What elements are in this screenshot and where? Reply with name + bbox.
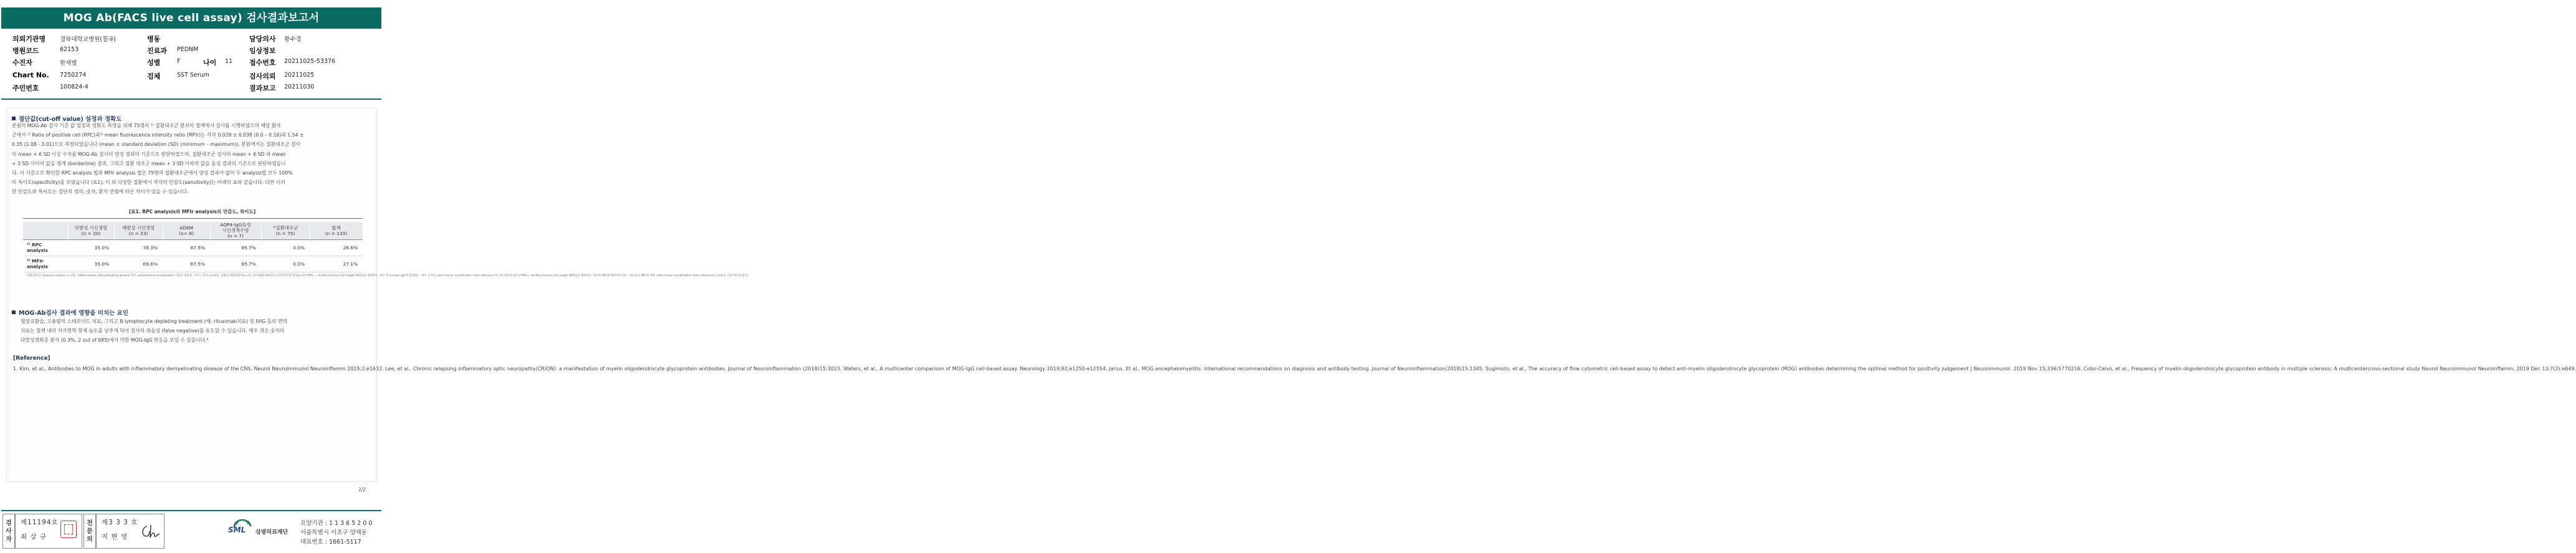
- paragraph-line: 다. 이 기준으로 확인한 RPC analysis 법과 MFIr analysis 법은 75명의 질환대조군에서 양성 결과가 없어 두 analysis법 모두 100%: [12, 170, 293, 176]
- header-line: 합계: [332, 224, 341, 231]
- paragraph-line: 군에서 ²⁾ Ratio of positive cell (RPC)과³⁾ mean fluorescence intensity ratio (MFIr)는 각각 0.028 ± 0.038 (0.0 – 0.16)과 1.54 ±: [12, 132, 304, 138]
- reference-title: [Reference]: [13, 355, 50, 362]
- reference-line: cross-sectional: [2367, 366, 2405, 372]
- paragraph-line: 본원의 MOG-Ab 검사 기준 값 설정과 정확도 측정을 위해 75명의 ¹⁾ 질환대조군 환자의 혈액에서 검사를 시행하였으며 해당 환자: [12, 123, 281, 128]
- reference-line: antibodies determining the optimal method for positivity judgement J Neuroimmunol. 2019 Nov 15;336:577021: [1796, 366, 2077, 372]
- report-body: [6, 108, 2576, 493]
- reference-line: 1. Kim, et al., Antibodies to MOG in adults with inflammatory demyelinating disease of the CNS. Neurol Neuroimmunol: [13, 366, 309, 372]
- org-line-1: 요양기관 : 1 1 3 6 5 2 0 0: [300, 520, 373, 527]
- specimen-label: 검체: [147, 72, 161, 80]
- doctor-label: 담당의사: [249, 35, 276, 43]
- table-cell: 78.3%: [114, 239, 163, 256]
- dept-value: PEDNM: [177, 46, 199, 53]
- table-row: [23, 256, 363, 272]
- table-top-rule: [23, 218, 363, 219]
- table-cell: 28.6%: [310, 239, 363, 256]
- inspector-label: 검 사 자: [2, 514, 15, 549]
- header-line: ¹⁾질환대조군: [272, 224, 298, 231]
- reference-line: Neuroinflamm 2015;2:e163: [308, 366, 379, 372]
- specimen-value: SST Serum: [177, 72, 209, 79]
- paragraph-line: 치료는 혈액 내의 자가면역 항체 농도를 낮추게 되어 검사의 위음성 (false negative)를 유도할 수 있습니다. 매우 적은 숫자의: [21, 328, 285, 334]
- paragraph-line: 한 민감도와 특이도는 집단의 정의, 숫자, 환자 연령에 따른 차이가 있을 수 있습니다.: [12, 189, 189, 195]
- institution-value: 경북대학교병원(칠곡): [60, 36, 117, 43]
- examinee-value: 한새별: [60, 60, 77, 67]
- specialist-name: 지 현 영: [102, 533, 128, 541]
- logo-text: SML: [228, 526, 246, 534]
- footnote-line: 시신경척수염 환자(n=9): [274, 274, 306, 277]
- clinical-label: 임상정보: [249, 47, 276, 55]
- inspector-number: 제11194호: [21, 519, 59, 526]
- table-cell: 85.7%: [210, 256, 261, 272]
- specialist-number: 제3 3 3 호: [102, 519, 138, 526]
- reference-line: Neuroinflammation(2018)15:134: [1395, 366, 1479, 372]
- request-label: 검사의뢰: [249, 72, 276, 80]
- paragraph-line: 혈장교환술, 고용량의 스테로이드 치료, 그리고 B lymphocyte depleting treatment (예; rituximab치료) 및 IVIG 등의 면역: [21, 319, 287, 324]
- hospital-code-label: 병원코드: [12, 47, 39, 55]
- table-header-cell: [163, 222, 210, 239]
- square-bullet-icon: [12, 117, 16, 120]
- paragraph-line: + 3 SD 사이의 값을 경계 (borderline) 결과, 그리고 질환 대조군 mean + 3 SD 이하의 값을 음성 결과의 기준으로 판단하였습니: [12, 160, 286, 166]
- footnote-line: ²⁾RPC = ds-Red (human full length MOG)를 발현하는 세포 중 human IgG에 결합하는 세포 숫자의 ratio (minor modification from reference 5, [검사원리] 참조): [305, 274, 520, 277]
- row-label: ²⁾ RPC analysis: [23, 239, 68, 256]
- chart-value: 7250274: [60, 72, 87, 79]
- section-factors-heading: MOG-Ab검사 결과에 영향을 미치는 요인: [12, 308, 128, 317]
- receipt-value: 20211025-53376: [284, 58, 336, 65]
- org-line-2: 서울특별시 서초구 양재동: [300, 529, 367, 536]
- footnote-line: ³⁾MFIr= ds-Red (human full length MOG)를 발현하는 세포와 MFI와 발현하지 않는 세포들의 MFI에 대한 ratio (minor modification from reference 2 and 5, [검사원리] 참조): [520, 274, 748, 277]
- report-value: 20211030: [284, 84, 315, 90]
- row-label: ³⁾ MFIr analysis: [23, 256, 68, 272]
- table-header-cell: [310, 222, 363, 239]
- header-line: 재발성 시신경염: [122, 224, 155, 231]
- section-cutoff-heading: 절단값(cut-off value) 설정과 정확도: [12, 114, 122, 123]
- institution-label: 의뢰기관명: [12, 35, 46, 43]
- id-value: 100824-4: [60, 84, 88, 90]
- header-line: ADEM: [179, 224, 193, 231]
- reference-list: [13, 365, 2576, 373]
- report-label: 결과보고: [249, 84, 276, 92]
- receipt-label: 접수번호: [249, 59, 276, 67]
- table-cell: 87.5%: [163, 239, 210, 256]
- org-line-3: 대표번호 : 1661-5117: [300, 539, 361, 546]
- sex-label: 성별: [147, 59, 161, 67]
- sex-value: F: [177, 58, 181, 65]
- paragraph-line: 의 mean + 6 SD 이상 수치를 MOG-Ab 검사의 양성 결과의 기준으로 판단하였으며, 질환대조군 검사의 mean + 6 SD 과 mean: [12, 151, 286, 157]
- inspector-name: 최 삼 규: [21, 533, 47, 541]
- table-caption: [표1. RPC analysis와 MFIr analysis의 민감도, 특이도]: [128, 209, 256, 214]
- ward-label: 병동: [147, 35, 161, 43]
- signature-icon: [140, 524, 161, 540]
- page-number: 2/2: [358, 487, 366, 493]
- paragraph-line: 다발성경화증 환자 (0.3%, 2 out of 685)에서 약한 MOG-IgG 반응을 보일 수 있습니다.⁶: [21, 337, 209, 344]
- hospital-code-value: 62153: [60, 46, 79, 53]
- table-header-cell: [114, 222, 163, 239]
- table-header-cell: [261, 222, 310, 239]
- table-header-cell: [68, 222, 114, 239]
- table-header-cell: [210, 222, 261, 239]
- header-line: (n = 23): [128, 230, 148, 236]
- section-cutoff-text: [12, 121, 372, 197]
- sensitivity-table: [23, 222, 363, 272]
- table-cell: 69.6%: [114, 256, 163, 272]
- square-bullet-icon: [12, 310, 16, 314]
- header-line: (n = 20): [81, 230, 101, 236]
- specialist-label: 전 문 의: [83, 514, 96, 549]
- header-line: (n= 8): [179, 230, 194, 236]
- examinee-label: 수진자: [12, 59, 32, 67]
- seal-stamp-icon: [60, 521, 77, 538]
- request-value: 20211025: [284, 72, 315, 79]
- reference-line: 2. Lee, et al., Chronic relapsing inflammatory optic neuropathy(CRION): a manifestation of myelin oligodendrocyte glycoprotein: [379, 366, 698, 372]
- table-cell: 0.0%: [261, 256, 310, 272]
- reference-line: 6. Cobo-Calvo, et al., Frequency of myelin oligodendrocyte glycoprotein antibody in multiple sclerosis: A multicenter: [2077, 366, 2368, 372]
- header-line: (n = 75): [275, 230, 295, 236]
- header-line: AQP4-IgG음성: [220, 222, 251, 228]
- table-cell: 35.0%: [68, 239, 114, 256]
- header-line: (n = 133): [325, 230, 348, 236]
- reference-line: 4. Jarius. Et al., MOG encephalomyelitis: international recommendations on diagnosis and antibody testing. Journal of: [1102, 366, 1396, 372]
- table-cell: 87.5%: [163, 256, 210, 272]
- dept-label: 진료과: [147, 47, 167, 55]
- reference-line: study Neurol Neuroimmunol Neuroinflamm. 2019 Dec 13;7(2):e649.: [2404, 366, 2576, 372]
- report-title: MOG Ab(FACS live cell assay) 검사결과보고서: [1, 7, 381, 29]
- table-cell: 85.7%: [210, 239, 261, 256]
- table-footnotes: [26, 274, 748, 278]
- doctor-value: 황수경: [284, 36, 302, 43]
- reference-line: antibodies. Journal of Neuroinflammation (2018)15:302: [697, 366, 837, 372]
- id-label: 주민번호: [12, 84, 39, 92]
- header-line: 시신경척수염: [222, 228, 249, 234]
- table-header-cell: [23, 222, 68, 239]
- reference-line: 5. Sugimoto, et al., The accuracy of flow cytometric cell-based assay to detect anti-myelin oligodendrocyte glycoprotein (MOG): [1479, 366, 1797, 372]
- table-cell: 27.1%: [310, 256, 363, 272]
- table-cell: 35.0%: [68, 256, 114, 272]
- age-value: 11: [225, 58, 233, 65]
- paragraph-line: 의 특이도(specificity)를 보였습니다 (표1). 이 외 다양한 질환에서 각각의 민감도(sensitivity)는 아래의 표와 같습니다. 다만 이러: [12, 180, 285, 186]
- reference-line: 3. Waters, et al., A multicenter comparison of MOG-IgG cell-based assay. Neurology 2019;92;e1250-e1255: [837, 366, 1103, 372]
- header-line: (n = 7): [227, 233, 244, 239]
- table-row: [23, 239, 363, 256]
- chart-label: Chart No.: [12, 71, 49, 79]
- patient-info: [12, 34, 374, 94]
- header-divider: [1, 99, 381, 100]
- section-factors-text: [21, 317, 373, 345]
- footnote-line: ¹⁾질환대조군 (disease control, n=75): inflammatory demyelinating disease 혹은 autoimmune encephalitis 이외의 질환을 가지는 환자 (n=61), 다발성경화증환자(n=5), 및 AQP4-Ab양성: [26, 274, 275, 277]
- header-line: 단발성 시신경염: [74, 224, 108, 231]
- table-cell: 0.0%: [261, 239, 310, 256]
- org-name: 삼광의료재단: [255, 529, 289, 536]
- paragraph-line: 0.35 (1.08 - 3.01)으로 측정되었습니다 (mean ± standard deviation (SD) (minimum – maximum)). 본원에서는 질환대조군 검사: [12, 142, 300, 148]
- age-label: 나이: [203, 59, 217, 67]
- footer-divider: [1, 510, 381, 511]
